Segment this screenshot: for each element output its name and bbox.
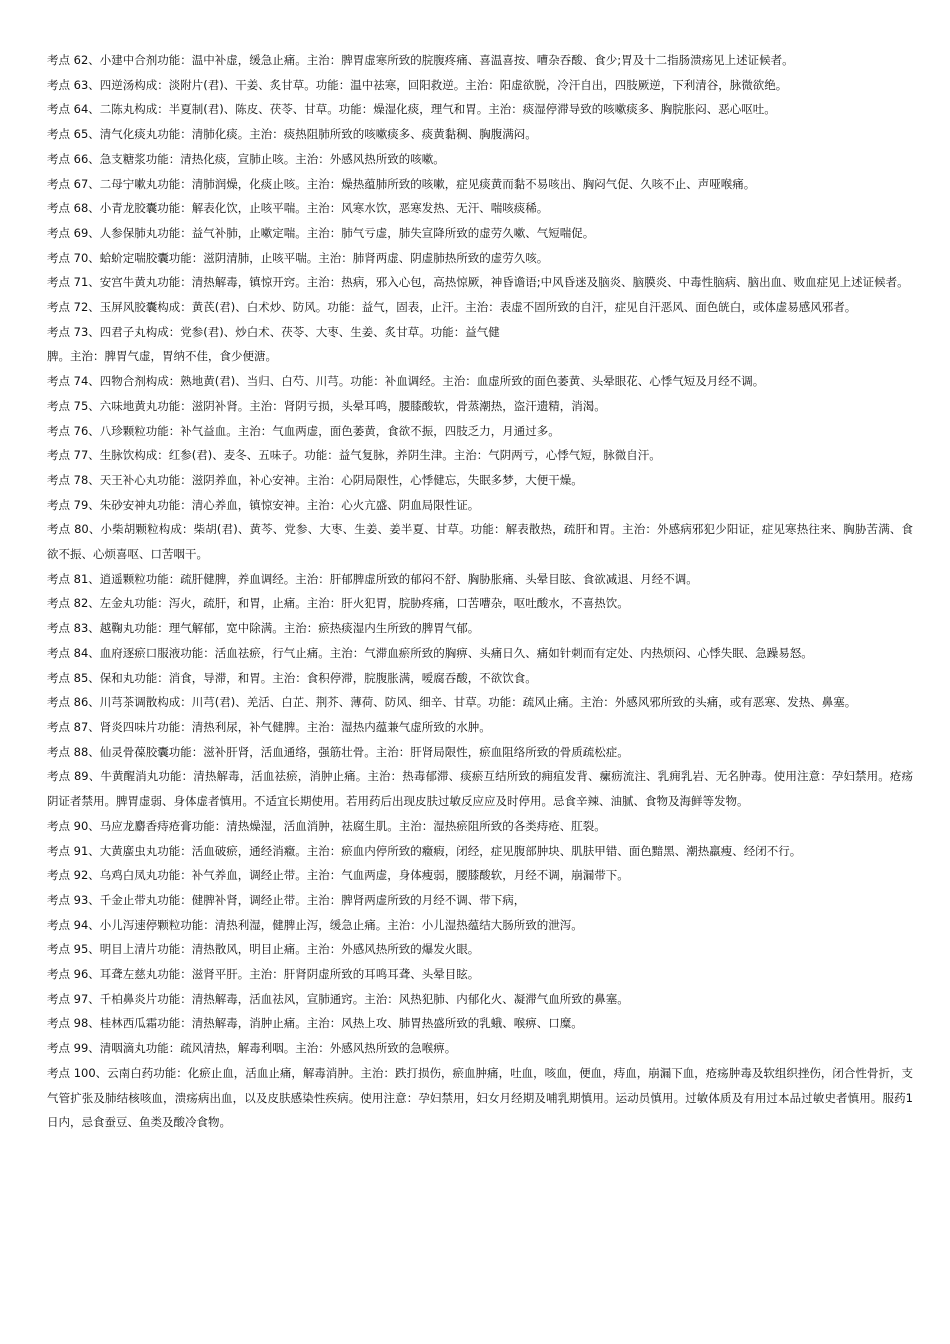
kaodian-entry: 考点 98、桂林西瓜霜功能：清热解毒，消肿止痛。主治：风热上攻、肺胃热盛所致的乳蛾、喉痹、口糜。 [47,1016,583,1031]
kaodian-entry: 考点 70、蛤蚧定喘胶囊功能：滋阴清肺，止咳平喘。主治：肺肾两虚、阴虚肺热所致的虚劳久咳。 [47,250,549,265]
kaodian-entry: 考点 91、大黄䗪虫丸功能：活血破瘀，通经消癥。主治：瘀血内停所致的癥瘕，闭经，症见腹部肿块、肌肤甲错、面色黯黑、潮热羸瘦、经闭不行。 [47,843,802,858]
kaodian-entry: 考点 86、川芎茶调散构成：川芎(君)、羌活、白芷、荆芥、薄荷、防风、细辛、甘草。功能：疏风止痛。主治：外感风邪所致的头痛，或有恶寒、发热、鼻塞。 [47,695,857,710]
kaodian-entry: 考点 100、云南白药功能：化瘀止血，活血止痛，解毒消肿。主治：跌打损伤，瘀血肿痛，吐血，咳血，便血，痔血，崩漏下血，疮疡肿毒及软组织挫伤，闭合性骨折，支气管扩张及肺结核咳血，溃疡病出血，以及皮肤感染性疾病。使用注意：孕妇禁用，妇女月经期及哺乳期慎用。运动员慎用。过敏体质及有用过本品过敏史者慎用。服药1日内，忌食蚕豆、鱼类及酸冷食物。 [47,1065,913,1130]
kaodian-entry: 考点 81、逍遥颗粒功能：疏肝健脾，养血调经。主治：肝郁脾虚所致的郁闷不舒、胸胁胀痛、头晕目眩、食欲减退、月经不调。 [47,571,698,586]
kaodian-entry: 考点 78、天王补心丸功能：滋阴养血，补心安神。主治：心阴局限性，心悸健忘，失眠多梦，大便干燥。 [47,472,583,487]
kaodian-entry: 考点 85、保和丸功能：消食，导滞，和胃。主治：食积停滞，脘腹胀满，嗳腐吞酸，不欲饮食。 [47,670,537,685]
kaodian-entry: 考点 62、小建中合剂功能：温中补虚，缓急止痛。主治：脾胃虚寒所致的脘腹疼痛、喜温喜按、嘈杂吞酸、食少;胃及十二指肠溃疡见上述证候者。 [47,53,794,67]
kaodian-entry: 考点 93、千金止带丸功能：健脾补肾，调经止带。主治：脾肾两虚所致的月经不调、带下病， [47,892,526,907]
kaodian-entry: 考点 63、四逆汤构成：淡附片(君)、干姜、炙甘草。功能：温中祛寒，回阳救逆。主治：阳虚欲脱，冷汗自出，四肢厥逆，下利清谷，脉微欲绝。 [47,77,788,92]
kaodian-entry: 考点 83、越鞠丸功能：理气解郁，宽中除满。主治：瘀热痰湿内生所致的脾胃气郁。 [47,621,480,636]
kaodian-entry: 考点 72、玉屏风胶囊构成：黄芪(君)、白术炒、防风。功能：益气，固表，止汗。主治：表虚不固所致的自汗，症见自汗恶风、面色㿠白，或体虚易感风邪者。 [47,300,857,315]
kaodian-entry: 考点 88、仙灵骨葆胶囊功能：滋补肝肾，活血通络，强筋壮骨。主治：肝肾局限性，瘀血阻络所致的骨质疏松症。 [47,744,629,759]
kaodian-entry: 考点 68、小青龙胶囊功能：解表化饮，止咳平喘。主治：风寒水饮，恶寒发热、无汗、喘咳痰稀。 [47,201,549,216]
kaodian-entry: 考点 65、清气化痰丸功能：清肺化痰。主治：痰热阻肺所致的咳嗽痰多、痰黄黏稠、胸腹满闷。 [47,127,537,142]
kaodian-entry: 考点 94、小儿泻速停颗粒功能：清热利湿，健脾止泻，缓急止痛。主治：小儿湿热蕴结大肠所致的泄泻。 [47,917,583,932]
kaodian-entry: 考点 80、小柴胡颗粒构成：柴胡(君)、黄芩、党参、大枣、生姜、姜半夏、甘草。功能：解表散热，疏肝和胃。主治：外感病邪犯少阳证，症见寒热往来、胸胁苦满、食欲不振、心烦喜呕、口苦咽干。 [47,522,913,562]
kaodian-entry: 考点 95、明目上清片功能：清热散风，明目止痛。主治：外感风热所致的爆发火眼。 [47,942,480,957]
kaodian-entry: 考点 71、安宫牛黄丸功能：清热解毒，镇惊开窍。主治：热病，邪入心包，高热惊厥，神昏谵语;中风昏迷及脑炎、脑膜炎、中毒性脑病、脑出血、败血症见上述证候者。 [47,275,909,290]
kaodian-entry: 考点 90、马应龙麝香痔疮膏功能：清热燥湿，活血消肿，祛腐生肌。主治：湿热瘀阻所致的各类痔疮、肛裂。 [47,818,606,833]
kaodian-entry: 考点 69、人参保肺丸功能：益气补肺，止嗽定喘。主治：肺气亏虚，肺失宣降所致的虚劳久嗽、气短喘促。 [47,225,595,240]
kaodian-entry: 考点 75、六味地黄丸功能：滋阴补肾。主治：肾阴亏损，头晕耳鸣，腰膝酸软，骨蒸潮热，盗汗遗精，消渴。 [47,398,606,413]
kaodian-entry: 考点 97、千柏鼻炎片功能：清热解毒，活血祛风，宣肺通窍。主治：风热犯肺、内郁化火、凝滞气血所致的鼻塞。 [47,991,629,1006]
kaodian-entry: 考点 82、左金丸功能：泻火，疏肝，和胃，止痛。主治：肝火犯胃，脘胁疼痛，口苦嘈杂，呕吐酸水，不喜热饮。 [47,596,629,611]
kaodian-entry: 考点 66、急支糖浆功能：清热化痰，宣肺止咳。主治：外感风热所致的咳嗽。 [47,151,445,166]
kaodian-entry: 考点 89、牛黄醒消丸功能：清热解毒，活血祛瘀，消肿止痛。主治：热毒郁滞、痰瘀互结所致的痈疽发背、瘰疬流注、乳痈乳岩、无名肿毒。使用注意：孕妇禁用。疮疡阴证者禁用。脾胃虚弱、身体虚者慎用。不适宜长期使用。若用药后出现皮肤过敏反应应及时停用。忌食辛辣、油腻、食物及海鲜等发物。 [47,769,913,809]
kaodian-entry: 考点 96、耳聋左慈丸功能：滋肾平肝。主治：肝肾阴虚所致的耳鸣耳聋、头晕目眩。 [47,967,480,982]
kaodian-entry: 考点 92、乌鸡白凤丸功能：补气养血，调经止带。主治：气血两虚，身体瘦弱，腰膝酸软，月经不调，崩漏带下。 [47,868,629,883]
kaodian-entry: 考点 77、生脉饮构成：红参(君)、麦冬、五味子。功能：益气复脉，养阴生津。主治：气阴两亏，心悸气短，脉微自汗。 [47,448,661,463]
kaodian-entry: 考点 87、肾炎四味片功能：清热利尿，补气健脾。主治：湿热内蕴兼气虚所致的水肿。 [47,719,491,734]
kaodian-entry: 考点 64、二陈丸构成：半夏制(君)、陈皮、茯苓、甘草。功能：燥湿化痰，理气和胃。主治：痰湿停滞导致的咳嗽痰多、胸脘胀闷、恶心呕吐。 [47,102,776,117]
kaodian-entry: 考点 73、四君子丸构成：党参(君)、炒白术、茯苓、大枣、生姜、炙甘草。功能：益气健 脾。主治：脾胃气虚，胃纳不佳，食少便溏。 [47,324,500,364]
kaodian-entry: 考点 67、二母宁嗽丸功能：清肺润燥，化痰止咳。主治：燥热蕴肺所致的咳嗽，症见痰黄而黏不易咳出、胸闷气促、久咳不止、声哑喉痛。 [47,176,756,191]
kaodian-entry: 考点 84、血府逐瘀口服液功能：活血祛瘀，行气止痛。主治：气滞血瘀所致的胸痹、头痛日久、痛如针刺而有定处、内热烦闷、心悸失眠、急躁易怒。 [47,645,813,660]
document-body [47,48,913,1135]
kaodian-entry: 考点 79、朱砂安神丸功能：清心养血，镇惊安神。主治：心火亢盛、阴血局限性证。 [47,497,480,512]
kaodian-entry: 考点 74、四物合剂构成：熟地黄(君)、当归、白芍、川芎。功能：补血调经。主治：血虚所致的面色萎黄、头晕眼花、心悸气短及月经不调。 [47,374,765,389]
kaodian-entry: 考点 76、八珍颗粒功能：补气益血。主治：气血两虚，面色萎黄，食欲不振，四肢乏力，月通过多。 [47,423,560,438]
kaodian-entry: 考点 99、清咽滴丸功能：疏风清热，解毒利咽。主治：外感风热所致的急喉痹。 [47,1041,457,1056]
